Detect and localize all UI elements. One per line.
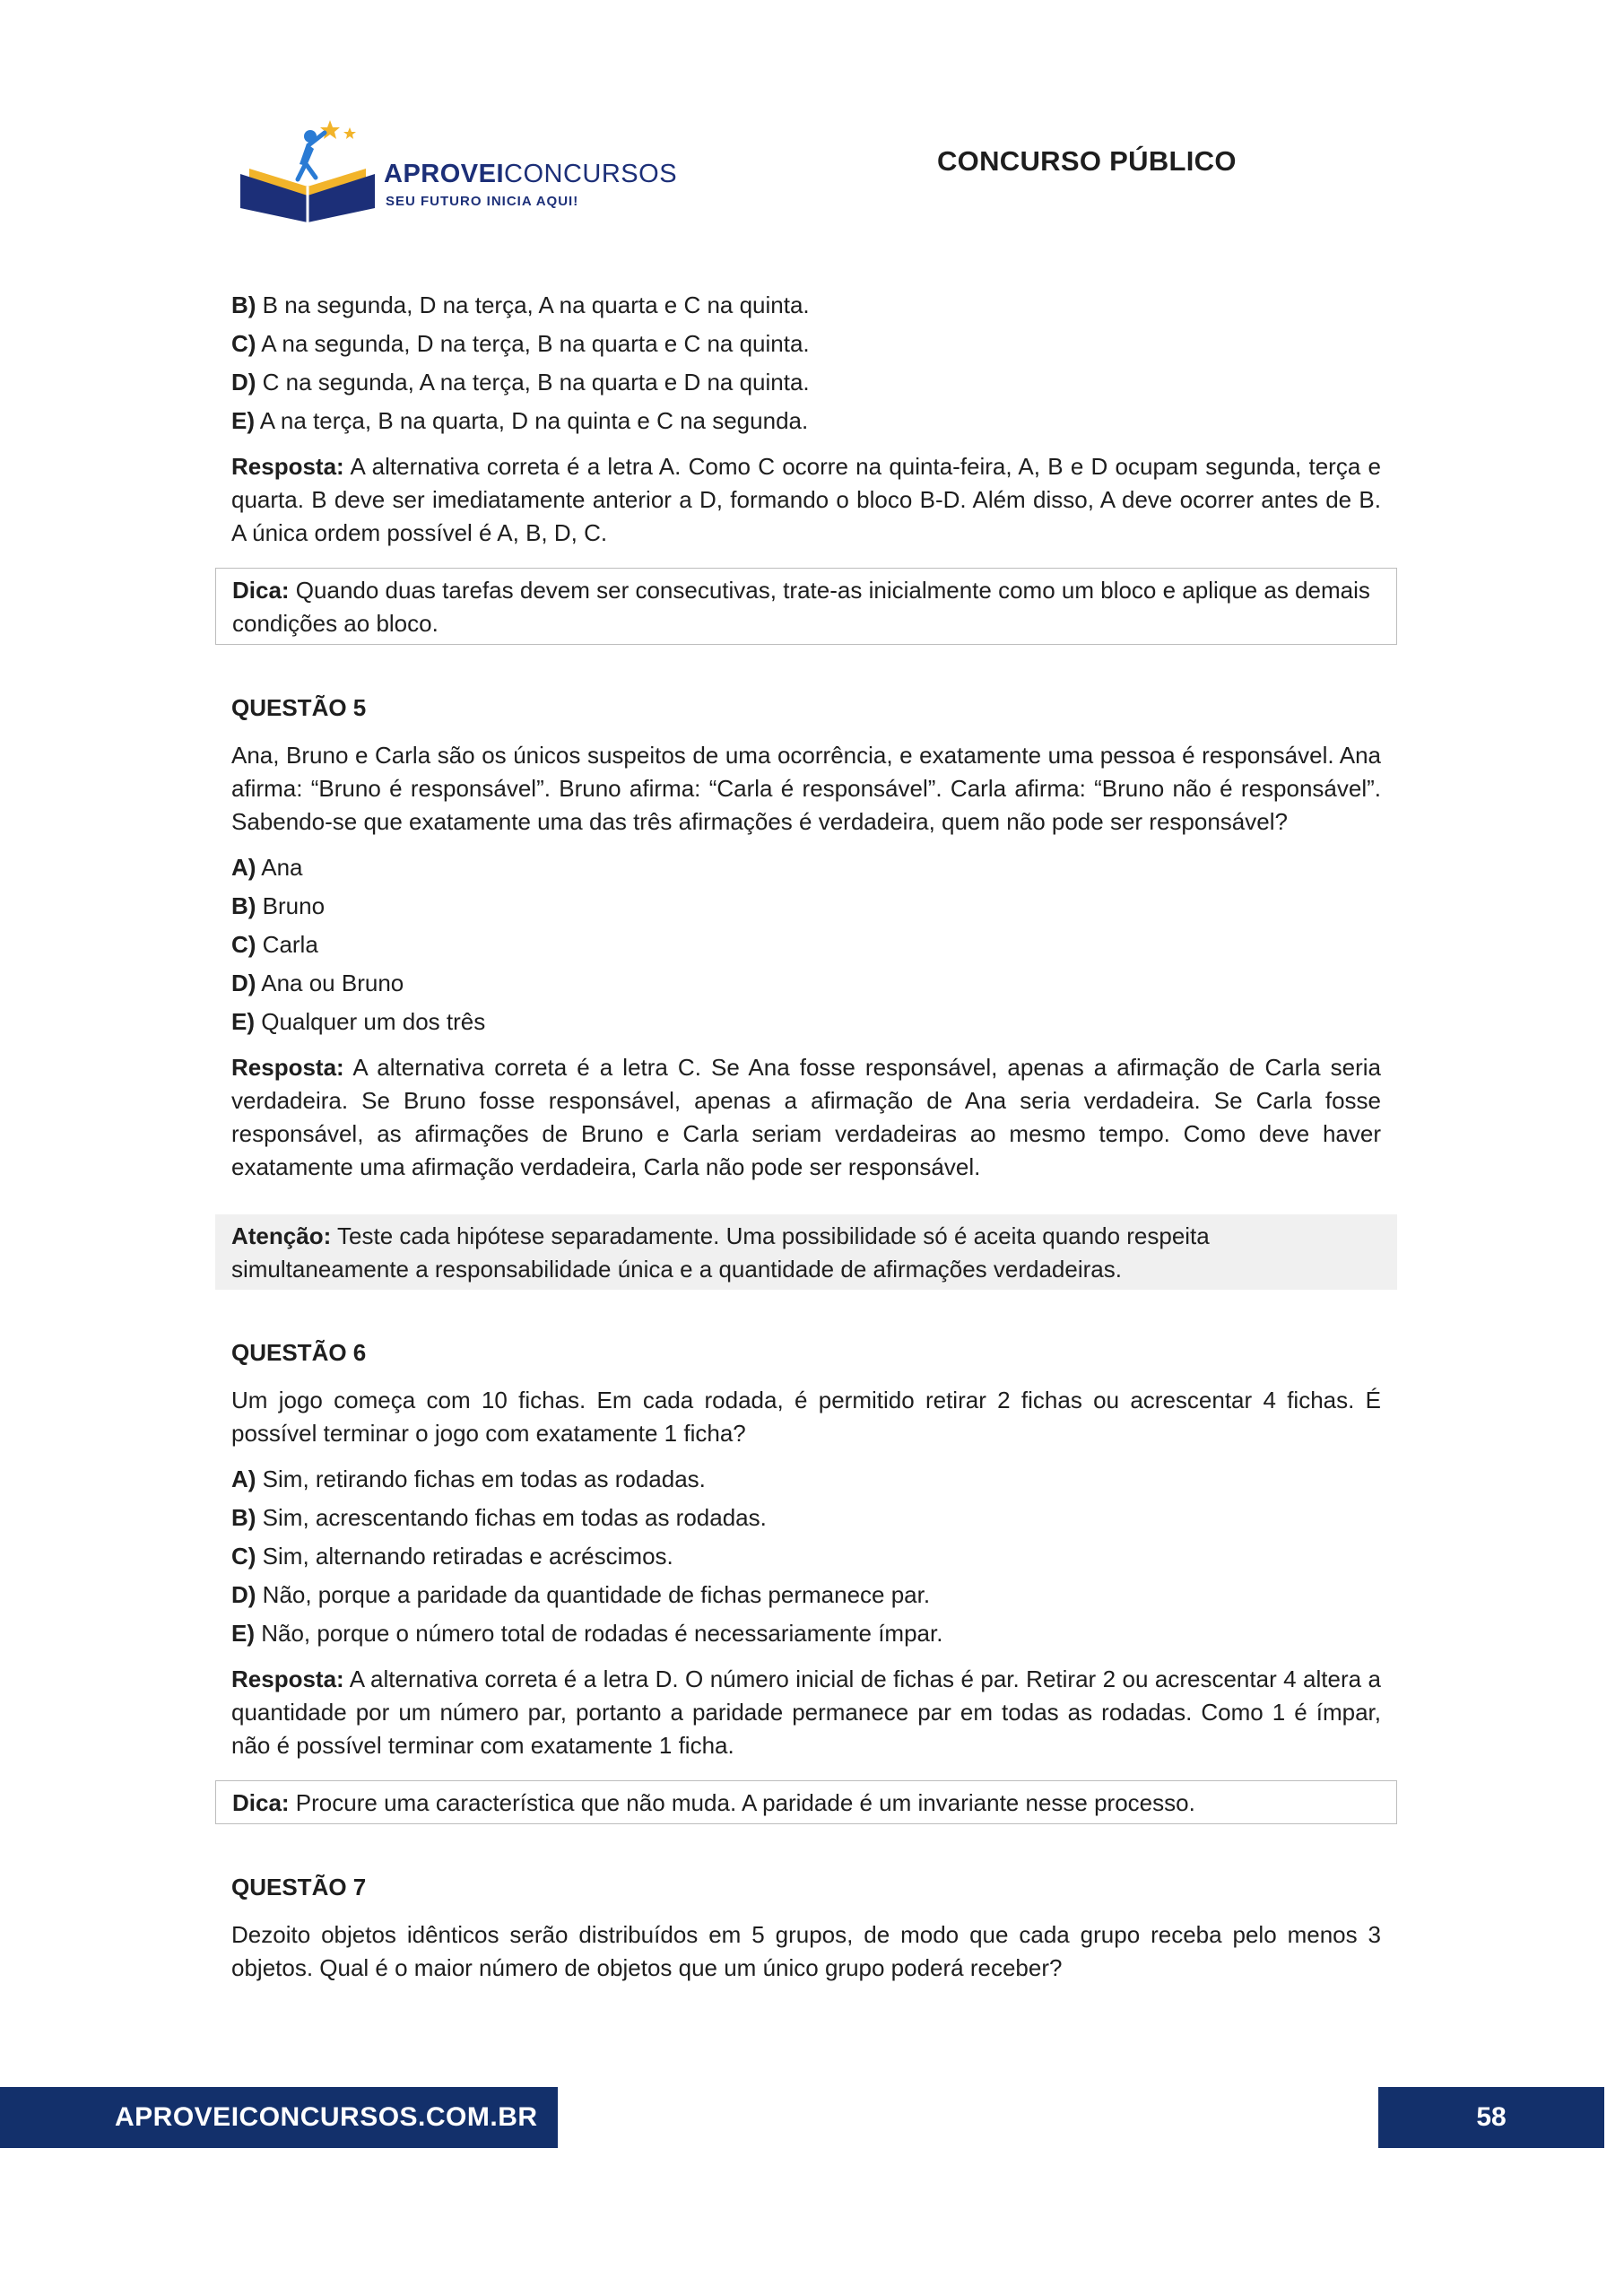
option-item: C) Sim, alternando retiradas e acréscimos. bbox=[231, 1543, 673, 1570]
option-item: C) Carla bbox=[231, 931, 318, 958]
page-content bbox=[231, 289, 1381, 1997]
page-number: 58 bbox=[1378, 2087, 1604, 2148]
option-item: E) A na terça, B na quarta, D na quinta e C na segunda. bbox=[231, 407, 809, 434]
question-6-options bbox=[231, 1463, 1381, 1650]
question-6-answer: Resposta: A alternativa correta é a letra D. O número inicial de fichas é par. Retirar 2 ou acrescentar 4 altera a quantidade por um número par, portanto a paridade permanece par em todas as rodadas. Como 1 é ímpar, não é possível terminar com exatamente 1 ficha. bbox=[231, 1665, 1381, 1759]
footer-site-link[interactable]: APROVEICONCURSOS.COM.BR bbox=[0, 2087, 558, 2148]
option-item: D) C na segunda, A na terça, B na quarta e D na quinta. bbox=[231, 369, 810, 396]
question-5-attention-box: Atenção: Teste cada hipótese separadamente. Uma possibilidade só é aceita quando respeita simultaneamente a responsabilidade única e a quantidade de afirmações verdadeiras. bbox=[215, 1214, 1397, 1290]
option-item: A) Sim, retirando fichas em todas as rodadas. bbox=[231, 1465, 706, 1492]
option-item: B) Bruno bbox=[231, 892, 326, 919]
option-item: E) Qualquer um dos três bbox=[231, 1008, 486, 1035]
option-item: D) Não, porque a paridade da quantidade de fichas permanece par. bbox=[231, 1581, 931, 1608]
option-item: E) Não, porque o número total de rodadas é necessariamente ímpar. bbox=[231, 1620, 943, 1647]
option-item: D) Ana ou Bruno bbox=[231, 970, 404, 996]
logo-tagline: SEU FUTURO INICIA AQUI! bbox=[386, 194, 579, 209]
option-item: A) Ana bbox=[231, 854, 303, 881]
question-6-tip-box: Dica: Procure uma característica que não muda. A paridade é um invariante nesse processo. bbox=[215, 1780, 1397, 1824]
option-item: B) B na segunda, D na terça, A na quarta e C na quinta. bbox=[231, 291, 810, 318]
question-5-statement: Ana, Bruno e Carla são os únicos suspeitos de uma ocorrência, e exatamente uma pessoa é responsável. Ana afirma: “Bruno é responsável”. Bruno afirma: “Carla é responsável”. Carla afirma: “Bruno não é responsável”. Sabendo-se que exatamente uma das três afirmações é verdadeira, quem não pode ser responsável? bbox=[231, 742, 1381, 835]
brand-logo bbox=[231, 115, 678, 222]
logo-brand-name: APROVEICONCURSOS bbox=[384, 160, 678, 188]
question-5-answer: Resposta: A alternativa correta é a letra C. Se Ana fosse responsável, apenas a afirmação de Carla seria verdadeira. Se Bruno fosse responsável, apenas a afirmação de Ana seria verdadeira. Se Carla fosse responsável, as afirmações de Bruno e Carla seriam verdadeiras ao mesmo tempo. Como deve haver exatamente uma afirmação verdadeira, Carla não pode ser responsável. bbox=[231, 1054, 1381, 1180]
document-title: CONCURSO PÚBLICO bbox=[937, 145, 1237, 177]
question-4-options bbox=[231, 289, 1381, 438]
question-5-title: QUESTÃO 5 bbox=[231, 694, 367, 721]
option-item: C) A na segunda, D na terça, B na quarta e C na quinta. bbox=[231, 330, 810, 357]
question-4-tip-box: Dica: Quando duas tarefas devem ser consecutivas, trate-as inicialmente como um bloco e aplique as demais condições ao bloco. bbox=[215, 568, 1397, 645]
question-4-answer: Resposta: A alternativa correta é a letra A. Como C ocorre na quinta-feira, A, B e D ocupam segunda, terça e quarta. B deve ser imediatamente anterior a D, formando o bloco B-D. Além disso, A deve ocorrer antes de B. A única ordem possível é A, B, D, C. bbox=[231, 453, 1381, 546]
book-figure-icon bbox=[231, 115, 384, 222]
question-6-statement: Um jogo começa com 10 fichas. Em cada rodada, é permitido retirar 2 fichas ou acrescentar 4 fichas. É possível terminar o jogo com exatamente 1 ficha? bbox=[231, 1387, 1381, 1447]
option-item: B) Sim, acrescentando fichas em todas as rodadas. bbox=[231, 1504, 767, 1531]
question-7-statement: Dezoito objetos idênticos serão distribuídos em 5 grupos, de modo que cada grupo receba pelo menos 3 objetos. Qual é o maior número de objetos que um único grupo poderá receber? bbox=[231, 1921, 1381, 1981]
question-5-options bbox=[231, 851, 1381, 1039]
question-7-title: QUESTÃO 7 bbox=[231, 1874, 367, 1900]
question-6-title: QUESTÃO 6 bbox=[231, 1339, 367, 1366]
